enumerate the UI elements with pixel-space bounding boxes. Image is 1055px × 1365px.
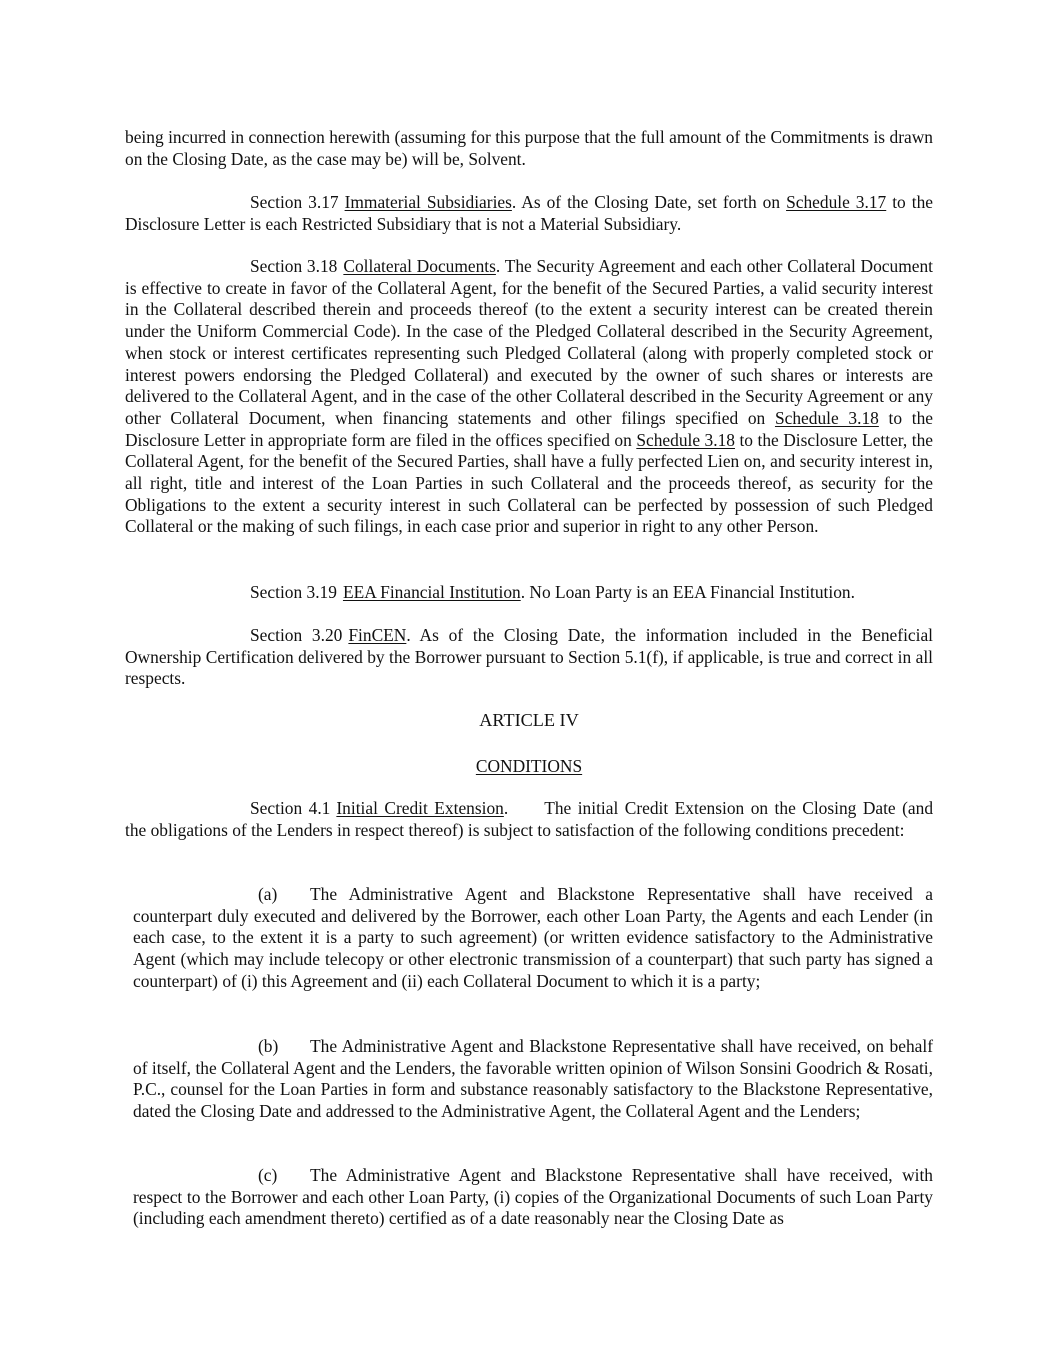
section-number: Section 3.20 bbox=[250, 625, 343, 645]
section-title: FinCEN bbox=[348, 625, 407, 645]
item-label: (b) bbox=[258, 1036, 279, 1056]
section-title: Immaterial Subsidiaries bbox=[344, 192, 512, 212]
article-subheading: CONDITIONS bbox=[475, 756, 583, 776]
section-number: Section 3.18 bbox=[250, 256, 338, 276]
intro-paragraph bbox=[125, 127, 933, 170]
section-text: . No Loan Party is an EEA Financial Institution. bbox=[520, 582, 855, 602]
section-number: Section 4.1 bbox=[250, 798, 331, 818]
section-3-18 bbox=[125, 256, 933, 538]
section-text: . As of the Closing Date, the information included in the Beneficial Ownership Certification delivered by the Borrower pursuant to Section 5.1(f), if applicable, is true and correct in all respects. bbox=[125, 625, 933, 689]
item-label: (c) bbox=[258, 1165, 278, 1185]
section-number: Section 3.19 bbox=[250, 582, 337, 602]
section-text: The initial Credit Extension on the Closing Date (and the obligations of the Lenders in respect thereof) is subject to satisfaction of the following conditions precedent: bbox=[125, 798, 934, 840]
section-title: Collateral Documents bbox=[343, 256, 496, 276]
section-title: Initial Credit Extension bbox=[336, 798, 504, 818]
condition-item bbox=[133, 884, 933, 993]
section-4-1 bbox=[125, 798, 933, 841]
condition-item bbox=[133, 1036, 933, 1123]
section-title: EEA Financial Institution bbox=[342, 582, 521, 602]
item-text: The Administrative Agent and Blackstone Representative shall have received, with respect to the Borrower and each other Loan Party, (i) copies of the Organizational Documents of such Loan Party (including each amendment thereto) certified as of a date reasonably near the Closing Date as bbox=[133, 1165, 933, 1229]
item-text: The Administrative Agent and Blackstone Representative shall have received a counterpart duly executed and delivered by the Borrower, each other Loan Party, the Agents and each Lender (in each case, to the extent it is a party to such agreement) (or written evidence satisfactory to the Administrative Agent (which may include telecopy or other electronic transmission of a counterpart) that such party has signed a counterpart) of (i) this Agreement and (ii) each Collateral Document to which it is a party; bbox=[133, 884, 933, 991]
section-3-17 bbox=[125, 192, 933, 235]
section-text: . As of the Closing Date, set forth on bbox=[511, 192, 787, 212]
schedule-reference: Schedule 3.18 bbox=[774, 407, 879, 428]
section-text: . The Security Agreement and each other Collateral Document is effective to create in favor of the Collateral Agent, for the benefit of the Secured Parties, a valid security interest in the Collateral described therein and proceeds thereof (to the extent a security interest can be created therein under the Uniform Commercial Code). In the case of the Pledged Collateral described in the Security Agreement, when stock or interest certificates representing such Pledged Collateral (along with properly completed stock or interest powers endorsing the Pledged Collateral) and executed by the owner of such shares or interests are delivered to the Collateral Agent, and in the case of the other Collateral described in the Security Agreement or any other Collateral Document, when financing statements and other filings specified on bbox=[125, 256, 933, 428]
section-number: Section 3.17 bbox=[250, 192, 339, 212]
section-text: to the Disclosure Letter in appropriate form are filed in the offices specified on bbox=[125, 407, 934, 450]
item-label: (a) bbox=[258, 884, 278, 904]
section-text: to the Disclosure Letter, the Collateral Agent, for the benefit of the Secured Parties, shall have a fully perfected Lien on, and security interest in, all right, title and interest of the Loan Parties in such Collateral and the proceeds thereof, as security for the Obligations to the extent a security interest in such Collateral can be perfected by possession of such Pledged Collateral or the making of such filings, in each case prior and superior in right to any other Person. bbox=[125, 429, 933, 537]
schedule-reference: Schedule 3.17 bbox=[786, 192, 887, 212]
section-3-19 bbox=[125, 582, 933, 604]
schedule-reference: Schedule 3.18 bbox=[636, 429, 735, 450]
article-heading: ARTICLE IV bbox=[479, 710, 579, 730]
section-3-20 bbox=[125, 625, 933, 690]
section-period: . bbox=[503, 798, 509, 818]
section-text: to the Disclosure Letter is each Restricted Subsidiary that is not a Material Subsidiary. bbox=[125, 192, 933, 234]
item-text: The Administrative Agent and Blackstone Representative shall have received, on behalf of itself, the Collateral Agent and the Lenders, the favorable written opinion of Wilson Sonsini Goodrich & Rosati, P.C., counsel for the Loan Parties in form and substance reasonably satisfactory to the Blackstone Representative, dated the Closing Date and addressed to the Administrative Agent, the Collateral Agent and the Lenders; bbox=[133, 1036, 933, 1122]
intro-text: being incurred in connection herewith (assuming for this purpose that the full amount of the Commitments is drawn on the Closing Date, as the case may be) will be, Solvent. bbox=[125, 127, 933, 169]
condition-item bbox=[133, 1165, 933, 1230]
